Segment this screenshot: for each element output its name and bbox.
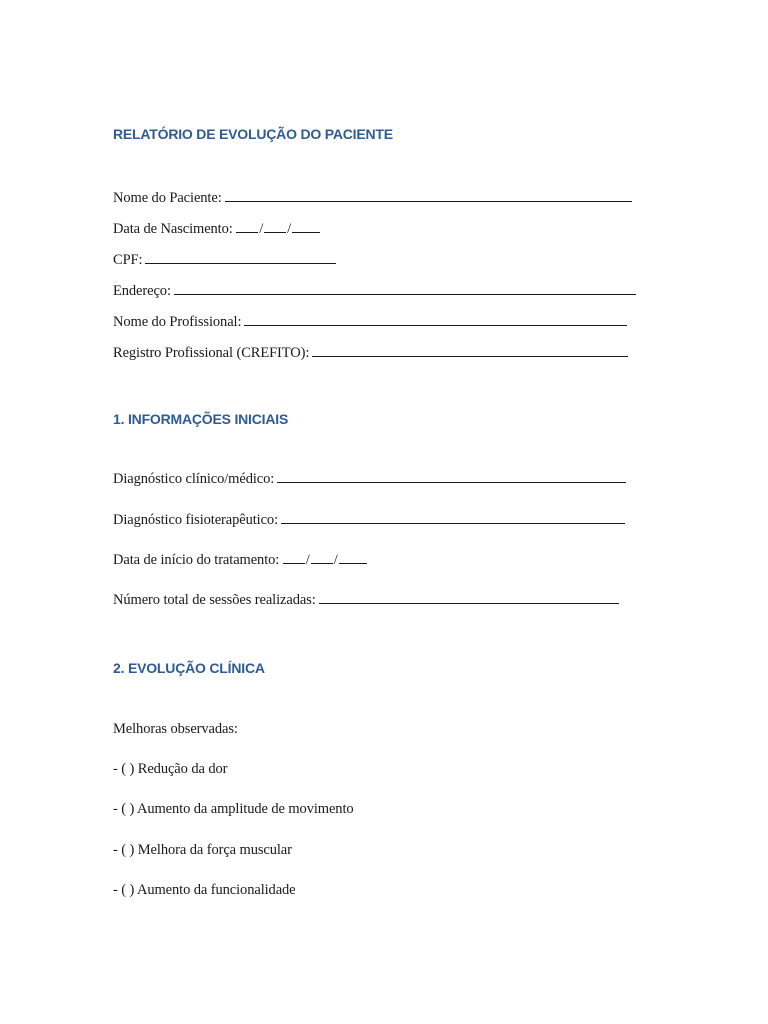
clinical-diagnosis-label: Diagnóstico clínico/médico:: [113, 471, 275, 487]
section-1-heading: 1. INFORMAÇÕES INICIAIS: [113, 411, 289, 427]
cpf-field: [113, 251, 336, 269]
clinical-diagnosis-blank[interactable]: [277, 470, 626, 483]
cpf-label: CPF:: [113, 252, 143, 268]
professional-registry-label: Registro Profissional (CREFITO):: [113, 345, 310, 361]
address-blank[interactable]: [174, 282, 636, 295]
improvement-item-muscle-strength[interactable]: - ( ) Melhora da força muscular: [113, 842, 292, 858]
physio-diagnosis-label: Diagnóstico fisioterapêutico:: [113, 512, 279, 528]
birth-date-month-blank[interactable]: [264, 220, 286, 233]
date-separator: /: [305, 552, 310, 568]
total-sessions-blank[interactable]: [319, 591, 619, 604]
total-sessions-label: Número total de sessões realizadas:: [113, 592, 316, 608]
section-2-heading: 2. EVOLUÇÃO CLÍNICA: [113, 660, 265, 676]
date-separator: /: [287, 221, 292, 237]
improvement-item-pain-reduction[interactable]: - ( ) Redução da dor: [113, 761, 228, 777]
improvement-item-functionality[interactable]: - ( ) Aumento da funcionalidade: [113, 882, 296, 898]
treatment-start-field: [113, 551, 367, 569]
physio-diagnosis-blank[interactable]: [281, 511, 625, 524]
professional-name-label: Nome do Profissional:: [113, 314, 242, 330]
patient-name-label: Nome do Paciente:: [113, 190, 222, 206]
patient-name-field: [113, 189, 632, 207]
professional-name-field: [113, 313, 627, 331]
total-sessions-field: [113, 591, 619, 609]
physio-diagnosis-field: [113, 511, 625, 529]
date-separator: /: [333, 552, 338, 568]
professional-registry-blank[interactable]: [312, 344, 628, 357]
treatment-start-day-blank[interactable]: [283, 551, 305, 564]
address-field: [113, 282, 636, 300]
treatment-start-year-blank[interactable]: [339, 551, 367, 564]
treatment-start-month-blank[interactable]: [311, 551, 333, 564]
improvement-item-range-of-motion[interactable]: - ( ) Aumento da amplitude de movimento: [113, 801, 354, 817]
improvements-label: Melhoras observadas:: [113, 721, 238, 737]
professional-name-blank[interactable]: [244, 313, 627, 326]
birth-date-label: Data de Nascimento:: [113, 221, 233, 237]
patient-name-blank[interactable]: [225, 189, 632, 202]
professional-registry-field: [113, 344, 628, 362]
document-title: RELATÓRIO DE EVOLUÇÃO DO PACIENTE: [113, 126, 393, 142]
birth-date-day-blank[interactable]: [236, 220, 258, 233]
date-separator: /: [259, 221, 264, 237]
treatment-start-label: Data de início do tratamento:: [113, 552, 280, 568]
cpf-blank[interactable]: [145, 251, 336, 264]
birth-date-year-blank[interactable]: [292, 220, 320, 233]
birth-date-field: [113, 220, 320, 238]
clinical-diagnosis-field: [113, 470, 626, 488]
address-label: Endereço:: [113, 283, 171, 299]
